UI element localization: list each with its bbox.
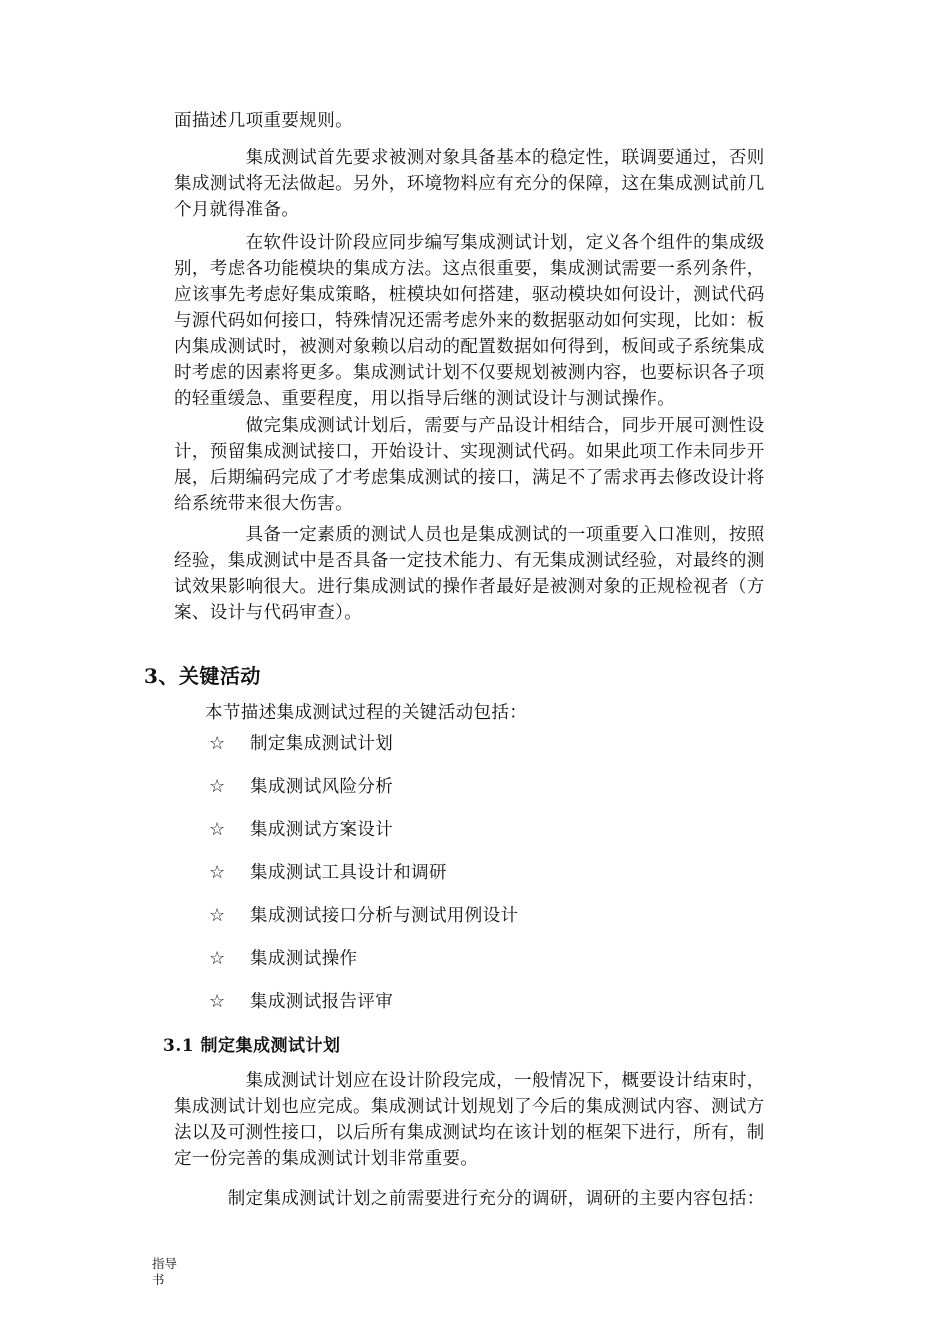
- activity-label: 制定集成测试计划: [250, 734, 394, 754]
- subsection-heading: 3.1 制定集成测试计划: [163, 1036, 341, 1056]
- paragraph-research: [174, 1186, 806, 1212]
- list-item: [209, 946, 519, 989]
- activity-label: 集成测试方案设计: [250, 820, 394, 840]
- text-line: 制定集成测试计划之前需要进行充分的调研，调研的主要内容包括：: [174, 1189, 765, 1209]
- star-icon: ☆: [209, 733, 226, 754]
- list-item: [209, 860, 519, 903]
- star-icon: ☆: [209, 862, 226, 883]
- text-line: 具备一定素质的测试人员也是集成测试的一项重要入口准则，按照: [174, 525, 765, 545]
- activity-label: 集成测试操作: [250, 949, 358, 969]
- text-line: 定一份完善的集成测试计划非常重要。: [174, 1149, 479, 1169]
- paragraph-tester-quality: [174, 522, 806, 626]
- text-line: 案、设计与代码审查）。: [174, 603, 363, 623]
- paragraph-stability: [174, 145, 806, 223]
- text-line: 给系统带来很大伤害。: [174, 494, 353, 514]
- activity-label: 集成测试风险分析: [250, 777, 394, 797]
- list-item: [209, 774, 519, 817]
- text-line: 法以及可测性接口，以后所有集成测试均在该计划的框架下进行，所有，制: [174, 1123, 765, 1143]
- activity-list: [209, 731, 519, 1032]
- text-line: 集成测试将无法做起。另外，环境物料应有充分的保障，这在集成测试前几: [174, 174, 765, 194]
- star-icon: ☆: [209, 776, 226, 797]
- text-line: 个月就得准备。: [174, 200, 300, 220]
- text-line: 集成测试计划应在设计阶段完成，一般情况下，概要设计结束时，: [174, 1071, 765, 1091]
- list-item: [209, 731, 519, 774]
- paragraph-plan-timing: [174, 1068, 806, 1172]
- list-item: [209, 817, 519, 860]
- text-line: 经验，集成测试中是否具备一定技术能力、有无集成测试经验，对最终的测: [174, 551, 765, 571]
- star-icon: ☆: [209, 819, 226, 840]
- text-line: 的轻重缓急、重要程度，用以指导后继的测试设计与测试操作。: [174, 389, 676, 409]
- star-icon: ☆: [209, 948, 226, 969]
- text-line: 集成测试首先要求被测对象具备基本的稳定性，联调要通过，否则: [174, 148, 765, 168]
- activity-label: 集成测试报告评审: [250, 992, 394, 1012]
- text-line: 做完集成测试计划后，需要与产品设计相结合，同步开展可测性设: [174, 416, 765, 436]
- star-icon: ☆: [209, 905, 226, 926]
- activity-label: 集成测试工具设计和调研: [250, 863, 447, 883]
- paragraph-test-plan-design: [174, 230, 806, 412]
- text-line: 内集成测试时，被测对象赖以启动的配置数据如何得到，板间或子系统集成: [174, 337, 765, 357]
- section-heading: 3、关键活动: [144, 664, 261, 688]
- text-line: 面描述几项重要规则。: [174, 111, 353, 131]
- text-line: 集成测试计划也应完成。集成测试计划规划了今后的集成测试内容、测试方: [174, 1097, 765, 1117]
- list-item: [209, 989, 519, 1032]
- text-line: 别，考虑各功能模块的集成方法。这点很重要，集成测试需要一系列条件，: [174, 259, 765, 279]
- text-line: 本节描述集成测试过程的关键活动包括：: [205, 703, 528, 723]
- section-intro: [205, 700, 837, 726]
- activity-label: 集成测试接口分析与测试用例设计: [250, 906, 519, 926]
- paragraph-testability: [174, 413, 806, 517]
- footer-line: 书: [152, 1272, 165, 1287]
- footer-line: 指导: [152, 1256, 178, 1271]
- text-line: 与源代码如何接口，特殊情况还需考虑外来的数据驱动如何实现，比如：板: [174, 311, 765, 331]
- text-line: 在软件设计阶段应同步编写集成测试计划，定义各个组件的集成级: [174, 233, 765, 253]
- page-footer: [152, 1256, 182, 1288]
- text-line: 时考虑的因素将更多。集成测试计划不仅要规划被测内容，也要标识各子项: [174, 363, 765, 383]
- list-item: [209, 903, 519, 946]
- text-line: 计，预留集成测试接口，开始设计、实现测试代码。如果此项工作未同步开: [174, 442, 765, 462]
- text-line: 展，后期编码完成了才考虑集成测试的接口，满足不了需求再去修改设计将: [174, 468, 765, 488]
- text-line: 试效果影响很大。进行集成测试的操作者最好是被测对象的正规检视者（方: [174, 577, 765, 597]
- text-line: 应该事先考虑好集成策略，桩模块如何搭建，驱动模块如何设计，测试代码: [174, 285, 765, 305]
- star-icon: ☆: [209, 991, 226, 1012]
- paragraph-rules-intro: [174, 108, 806, 134]
